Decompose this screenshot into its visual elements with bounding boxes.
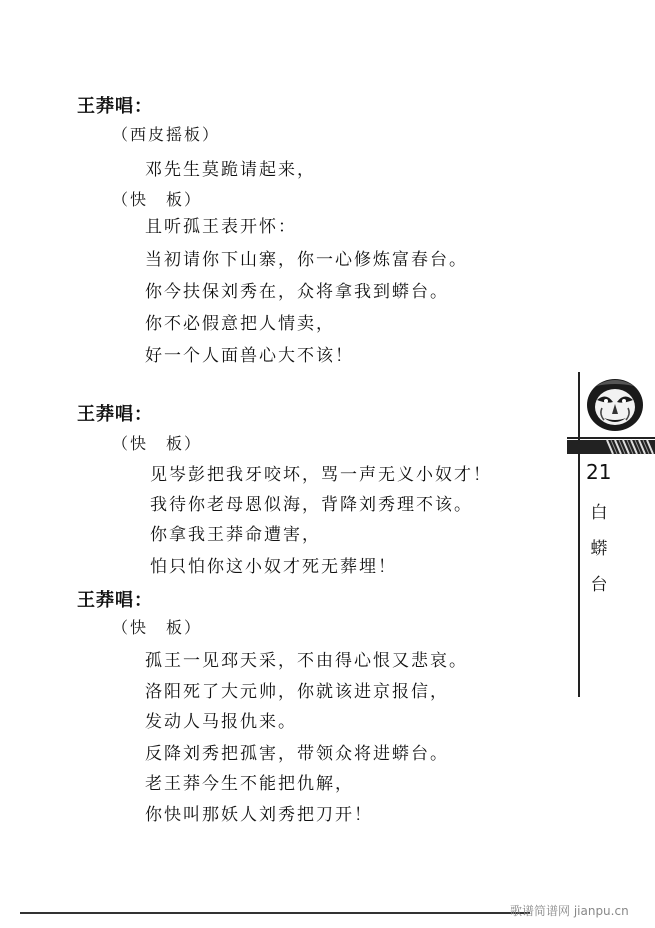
title-char: 白: [590, 503, 608, 523]
lyric-line: 邓先生莫跪请起来，: [145, 160, 316, 180]
lyric-line: 孤王一见邳天采，不由得心恨又悲哀。: [145, 651, 468, 671]
opera-mask-icon: [582, 374, 644, 432]
lyric-line: 且听孤王表开怀：: [145, 217, 297, 237]
lyric-line: 发动人马报仇来。: [145, 712, 297, 732]
footer-rule: [20, 912, 530, 914]
title-char: 台: [590, 575, 608, 595]
lyric-line: 老王莽今生不能把仇解，: [145, 774, 354, 794]
title-char: 蟒: [590, 539, 608, 559]
lyric-line: 见岑彭把我牙咬坏，骂一声无义小奴才！: [150, 465, 492, 485]
vertical-title: [588, 495, 610, 603]
watermark: 歌谱简谱网 jianpu.cn: [510, 904, 629, 918]
lyric-line: 你今扶保刘秀在，众将拿我到蟒台。: [145, 282, 449, 302]
decorative-band-icon: [567, 437, 655, 457]
tune-label: （西皮摇板）: [112, 125, 221, 144]
page-number: 21: [586, 460, 612, 484]
lyric-line: 你快叫那妖人刘秀把刀开！: [145, 805, 373, 825]
lyric-line: 当初请你下山寨，你一心修炼富春台。: [145, 250, 468, 270]
lyric-line: 好一个人面兽心大不该！: [145, 346, 354, 366]
tune-label: （快 板）: [112, 190, 203, 209]
lyric-line: 你拿我王莽命遭害，: [150, 525, 321, 545]
tune-label: （快 板）: [112, 618, 203, 637]
lyric-line: 洛阳死了大元帅，你就该进京报信，: [145, 682, 449, 702]
speaker-heading: 王莽唱：: [77, 590, 153, 611]
lyric-line: 我待你老母恩似海，背降刘秀理不该。: [150, 495, 473, 515]
speaker-heading: 王莽唱：: [77, 404, 153, 425]
lyric-line: 你不必假意把人情卖，: [145, 314, 335, 334]
margin-rule: [578, 372, 580, 697]
lyric-line: 反降刘秀把孤害，带领众将进蟒台。: [145, 744, 449, 764]
tune-label: （快 板）: [112, 434, 203, 453]
lyric-line: 怕只怕你这小奴才死无葬埋！: [150, 557, 397, 577]
speaker-heading: 王莽唱：: [77, 96, 153, 117]
